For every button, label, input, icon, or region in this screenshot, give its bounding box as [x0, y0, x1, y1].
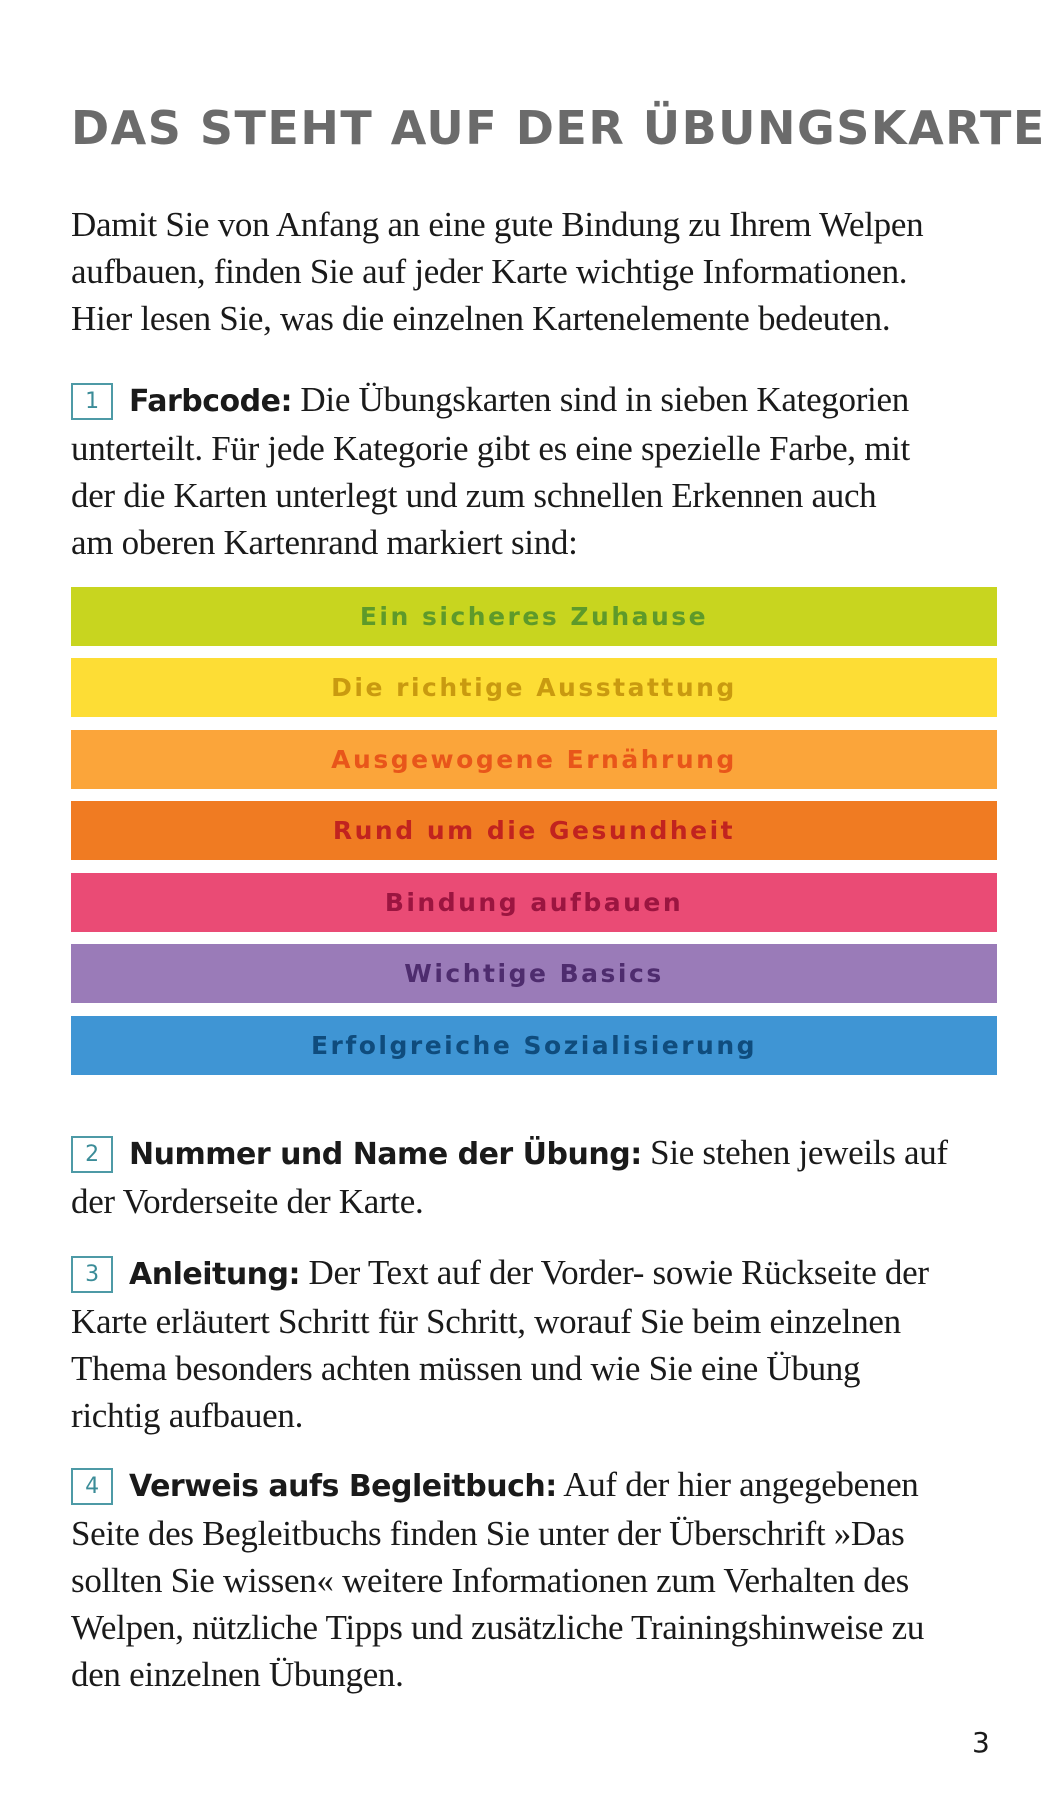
page-title: DAS STEHT AUF DER ÜBUNGSKARTE — [71, 101, 1046, 155]
item-text: Thema besonders achten müssen und wie Sie eine Übung — [71, 1349, 861, 1388]
category-label: Rund um die Gesundheit — [332, 816, 736, 845]
item-text: Sie stehen jeweils auf — [641, 1133, 948, 1172]
intro-line: aufbauen, finden Sie auf jeder Karte wichtige Informationen. — [71, 252, 908, 291]
item-text: der Vorderseite der Karte. — [71, 1182, 424, 1221]
item-text: unterteilt. Für jede Kategorie gibt es eine spezielle Farbe, mit — [71, 429, 910, 468]
category-label: Ausgewogene Ernährung — [331, 745, 737, 774]
intro-line: Hier lesen Sie, was die einzelnen Kartenelemente bedeuten. — [71, 299, 891, 338]
item-text: Welpen, nützliche Tipps und zusätzliche Trainingshinweise zu — [71, 1608, 925, 1647]
category-bar-ausgewogene-ernaehrung — [71, 730, 997, 789]
item-text: sollten Sie wissen« weitere Informationen zum Verhalten des — [71, 1561, 909, 1600]
category-bar-die-richtige-ausstattung — [71, 658, 997, 717]
category-bar-ein-sicheres-zuhause — [71, 587, 997, 646]
item-number-badge: 2 — [71, 1136, 113, 1173]
item-number-badge: 1 — [71, 383, 113, 420]
category-label: Wichtige Basics — [404, 959, 664, 988]
intro-paragraph — [71, 201, 1011, 342]
item-text: Karte erläutert Schritt für Schritt, worauf Sie beim einzelnen — [71, 1302, 901, 1341]
page-number: 3 — [972, 1726, 990, 1759]
item-heading: Farbcode: — [129, 384, 292, 419]
category-label: Ein sicheres Zuhause — [359, 602, 709, 631]
category-label: Die richtige Ausstattung — [331, 673, 737, 702]
item-heading: Nummer und Name der Übung: — [129, 1137, 642, 1172]
category-bar-rund-um-die-gesundheit — [71, 801, 997, 860]
category-bar-erfolgreiche-sozialisierung — [71, 1016, 997, 1075]
item-text: Der Text auf der Vorder- sowie Rückseite der — [300, 1253, 929, 1292]
item-number-badge: 3 — [71, 1256, 113, 1293]
item-heading: Verweis aufs Begleitbuch: — [129, 1469, 557, 1504]
item-text: den einzelnen Übungen. — [71, 1655, 404, 1694]
item-anleitung — [71, 1249, 1011, 1439]
item-text: Auf der hier angegebenen — [556, 1465, 919, 1504]
item-text: Die Übungskarten sind in sieben Kategorien — [291, 380, 909, 419]
item-text: der die Karten unterlegt und zum schnellen Erkennen auch — [71, 476, 877, 515]
item-farbcode — [71, 376, 1011, 566]
category-label: Erfolgreiche Sozialisierung — [310, 1031, 758, 1060]
item-heading: Anleitung: — [129, 1257, 301, 1292]
item-nummer-und-name — [71, 1129, 1011, 1225]
item-text: Seite des Begleitbuchs finden Sie unter der Überschrift »Das — [71, 1514, 905, 1553]
item-verweis-begleitbuch — [71, 1461, 1011, 1698]
item-text: richtig aufbauen. — [71, 1396, 304, 1435]
item-number-badge: 4 — [71, 1468, 113, 1505]
category-label: Bindung aufbauen — [384, 888, 684, 917]
category-bar-wichtige-basics — [71, 944, 997, 1003]
category-bar-bindung-aufbauen — [71, 873, 997, 932]
intro-line: Damit Sie von Anfang an eine gute Bindung zu Ihrem Welpen — [71, 205, 924, 244]
item-text: am oberen Kartenrand markiert sind: — [71, 523, 578, 562]
